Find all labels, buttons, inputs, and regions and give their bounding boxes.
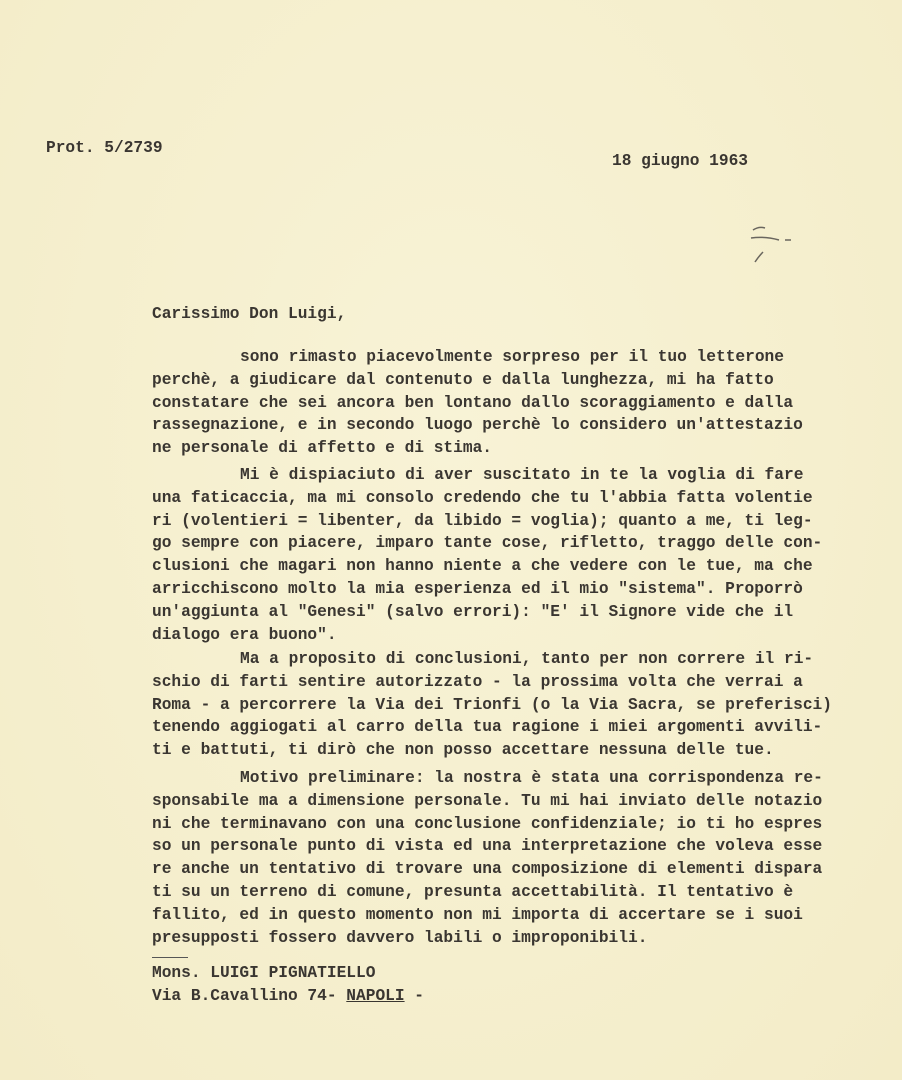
divider: [152, 957, 188, 958]
text-line: arricchiscono molto la mia esperienza ed il mio "sistema". Proporrò: [152, 579, 803, 598]
salutation: Carissimo Don Luigi,: [152, 305, 347, 323]
text-line: ni che terminavano con una conclusione confidenziale; io ti ho espres: [152, 814, 823, 833]
text-line: Mi è dispiaciuto di aver suscitato in te la voglia di fare: [240, 466, 804, 484]
text-line: Roma - a percorrere la Via dei Trionfi (o la Via Sacra, se preferisci): [152, 695, 832, 714]
protocol-number: Prot. 5/2739: [46, 139, 163, 157]
text-line: re anche un tentativo di trovare una composizione di elementi dispara: [152, 860, 823, 879]
text-line: schio di farti sentire autorizzato - la prossima volta che verrai a: [152, 672, 803, 691]
text-line: ri (volentieri = libenter, da libido = voglia); quanto a me, ti leg-: [152, 511, 813, 530]
text-line: rassegnazione, e in secondo luogo perchè lo considero un'attestazio: [152, 416, 803, 435]
text-line: fallito, ed in questo momento non mi importa di accertare se i suoi: [152, 905, 803, 924]
recipient-address: [152, 962, 424, 1008]
city: NAPOLI: [346, 986, 405, 1005]
text-line: presupposti fossero davvero labili o improponibili.: [152, 928, 648, 947]
text-line: ti su un terreno di comune, presunta accettabilità. Il tentativo è: [152, 882, 794, 901]
handwritten-mark: [745, 222, 805, 272]
paragraph-4: [152, 767, 823, 949]
text-line: un'aggiunta al "Genesi" (salvo errori): "E' il Signore vide che il: [152, 602, 794, 621]
text-line: tenendo aggiogati al carro della tua ragione i miei argomenti avvili-: [152, 718, 823, 737]
recipient-name: Mons. LUIGI PIGNATIELLO: [152, 964, 376, 982]
text-line: dialogo era buono".: [152, 625, 337, 644]
text-line: Ma a proposito di conclusioni, tanto per non correre il ri-: [240, 650, 814, 668]
text-line: perchè, a giudicare dal contenuto e dalla lunghezza, mi ha fatto: [152, 370, 774, 389]
text-line: so un personale punto di vista ed una interpretazione che voleva esse: [152, 837, 823, 856]
text-line: ne personale di affetto e di stima.: [152, 439, 492, 458]
text-line: sponsabile ma a dimensione personale. Tu mi hai inviato delle notazio: [152, 791, 823, 810]
paragraph-3: [152, 648, 832, 762]
text-line: sono rimasto piacevolmente sorpreso per il tuo letterone: [240, 348, 784, 366]
text-line: go sempre con piacere, imparo tante cose, rifletto, traggo delle con-: [152, 534, 823, 553]
paragraph-2: [152, 464, 822, 646]
text-line: constatare che sei ancora ben lontano dallo scoraggiamento e dalla: [152, 393, 794, 412]
text-line: una faticaccia, ma mi consolo credendo che tu l'abbia fatta volentie: [152, 488, 813, 507]
recipient-street: [152, 985, 424, 1008]
text-line: ti e battuti, ti dirò che non posso accettare nessuna delle tue.: [152, 741, 774, 760]
text-line: Motivo preliminare: la nostra è stata una corrispondenza re-: [240, 769, 823, 787]
letter-date: 18 giugno 1963: [612, 152, 748, 170]
paragraph-1: [152, 346, 803, 460]
address-suffix: -: [404, 986, 425, 1005]
text-line: clusioni che magari non hanno niente a che vedere con le tue, ma che: [152, 557, 813, 576]
street: Via B.Cavallino 74-: [152, 986, 347, 1005]
